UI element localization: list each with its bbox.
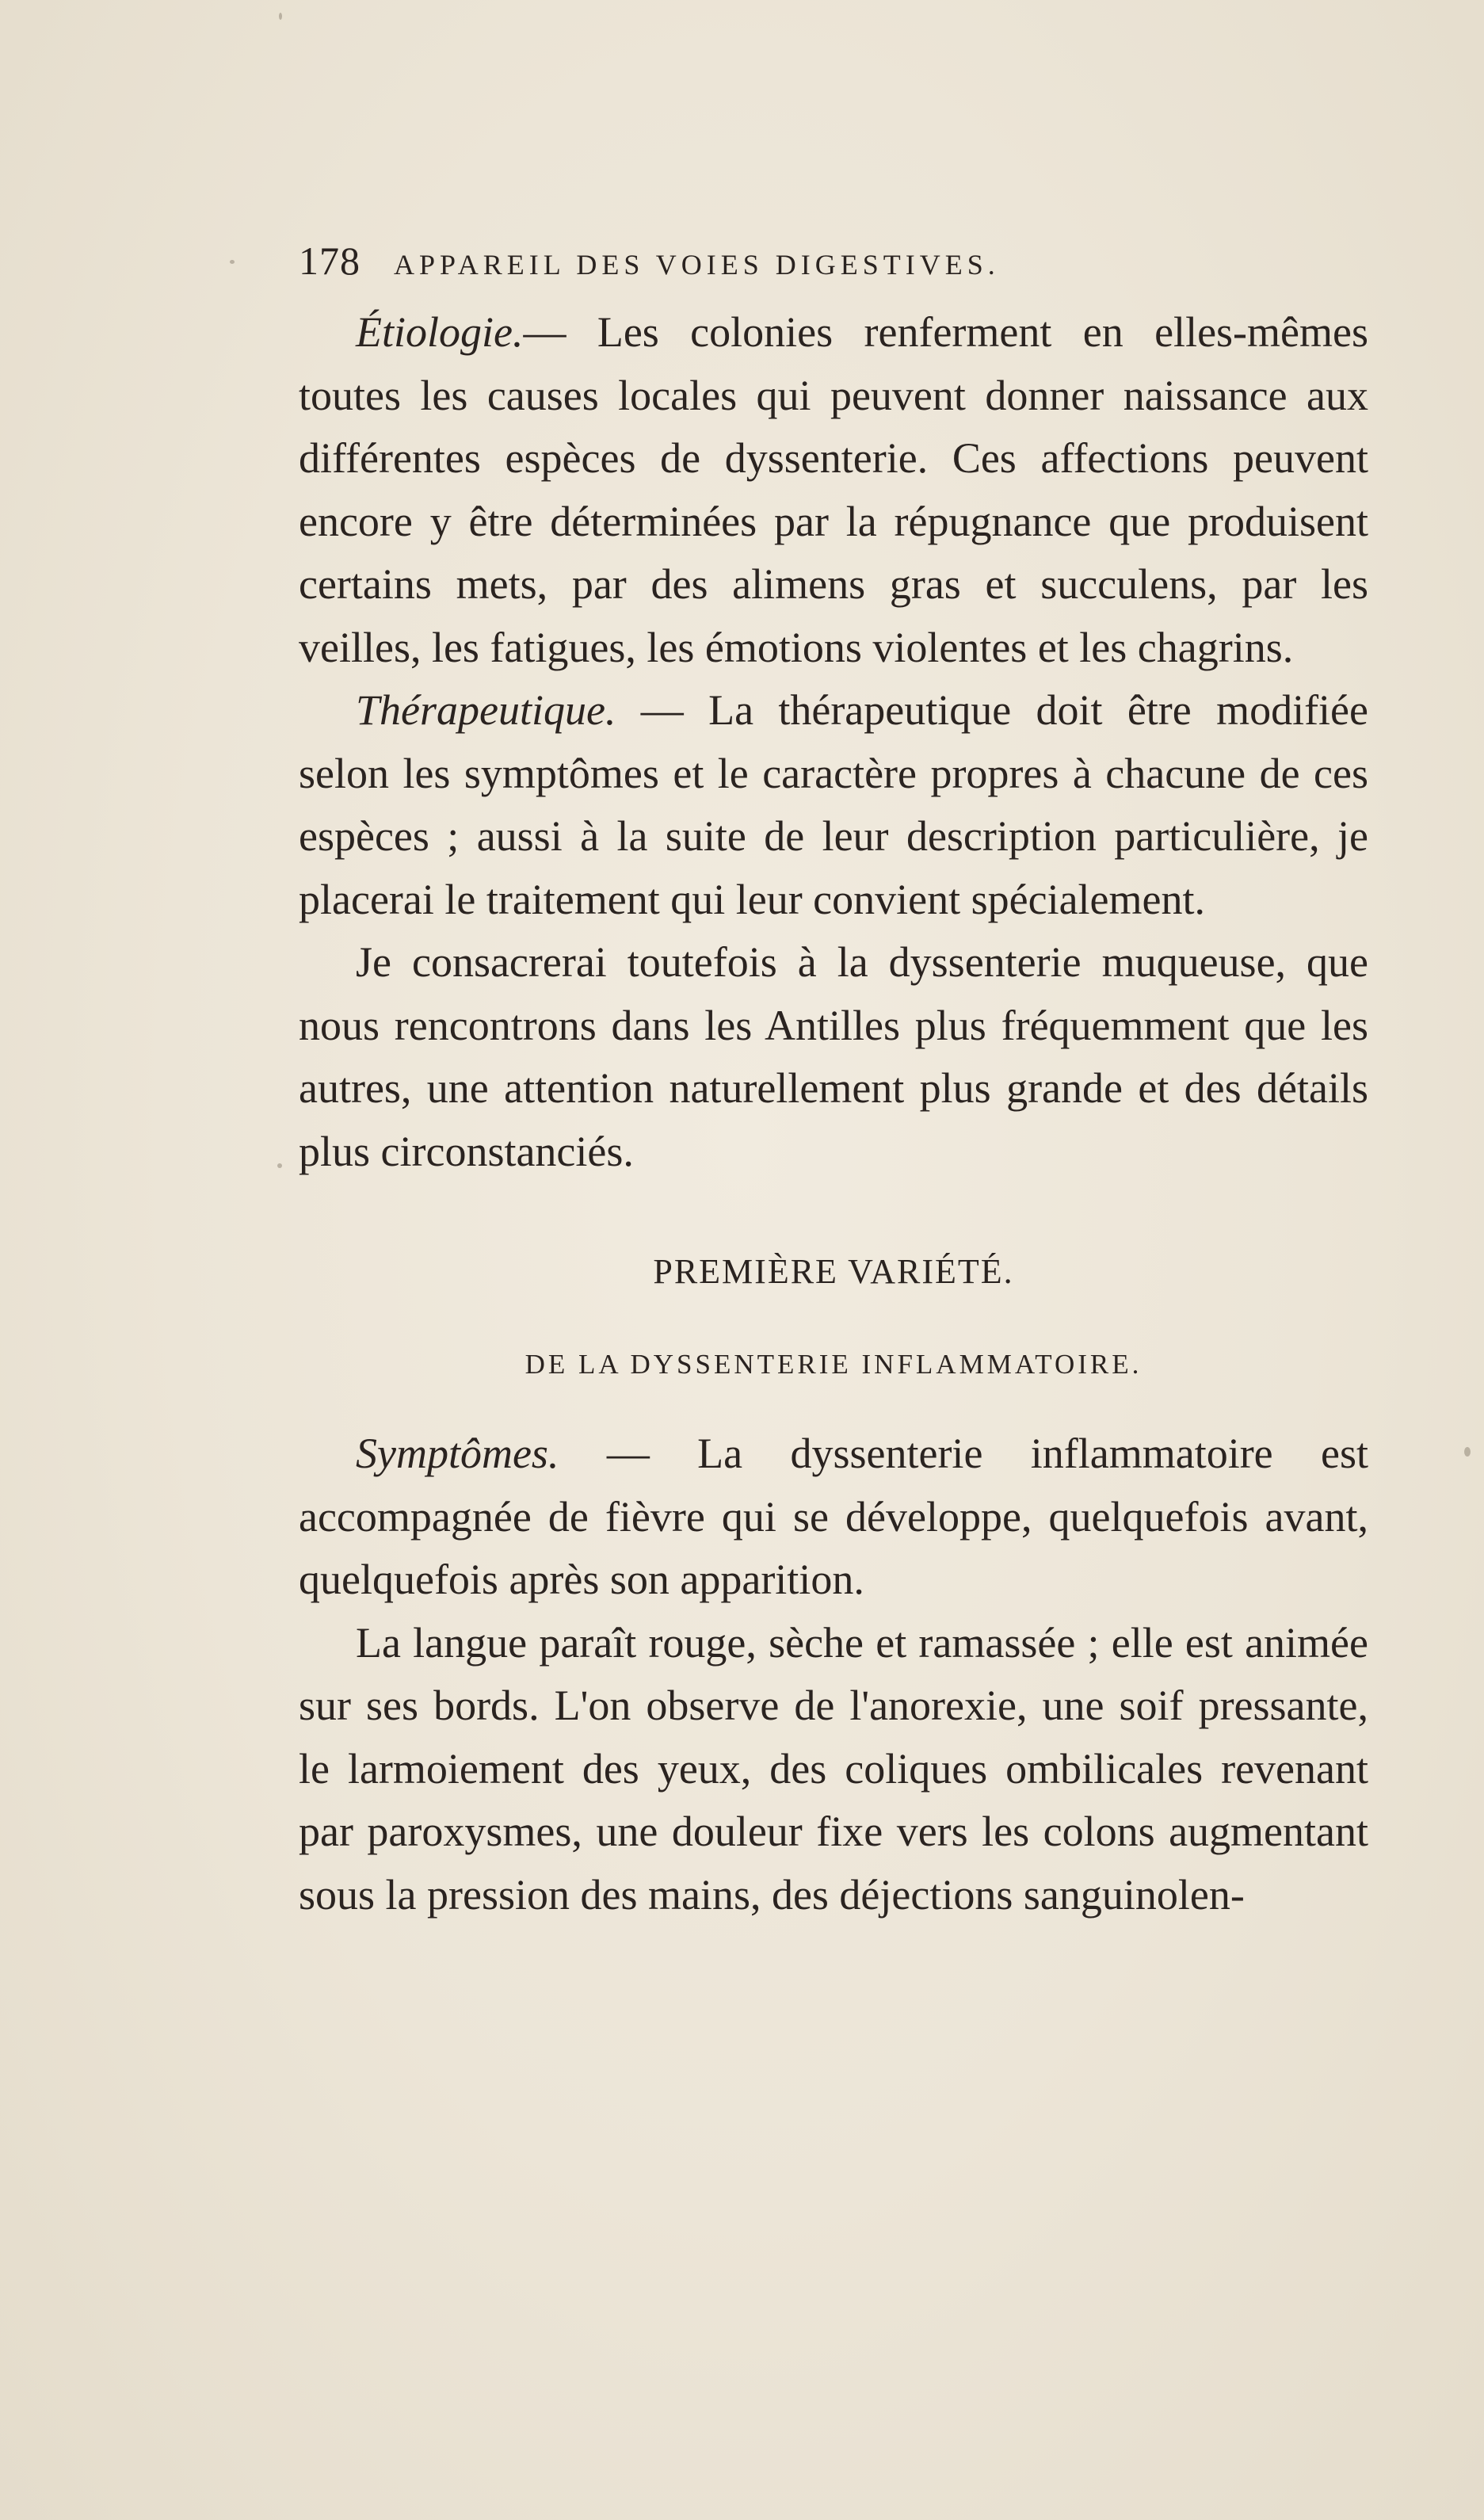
paragraph-lead: Étiologie.	[356, 308, 524, 356]
paragraph-text: Je consacrerai toutefois à la dyssenterie muqueuse, que nous rencontrons dans les Antilles plus fréquemment que les autres, une attention naturellement plus grande et des détails plus circonstanciés.	[299, 938, 1368, 1175]
running-head	[299, 238, 1368, 301]
section-subtitle: DE LA DYSSENTERIE INFLAMMATOIRE.	[525, 1349, 1143, 1380]
running-title: APPAREIL DES VOIES DIGESTIVES.	[394, 249, 1000, 281]
ink-speck	[230, 260, 235, 264]
paragraph-langue	[299, 1612, 1368, 1927]
section-title: PREMIÈRE VARIÉTÉ.	[653, 1252, 1014, 1291]
paragraph-text: — La dyssenterie inflammatoire est accompagnée de fièvre qui se développe, quelquefois avant, quelquefois après son apparition.	[299, 1430, 1368, 1603]
paragraph-text: — La thérapeutique doit être modifiée selon les symptômes et le caractère propres à chacune de ces espèces ; aussi à la suite de leur description particulière, je placerai le traitement qui leur convient spécialement.	[299, 686, 1368, 923]
paragraph-dyssenterie-muqueuse	[299, 931, 1368, 1183]
paragraph-lead: Symptômes.	[356, 1430, 559, 1477]
page-text-block	[299, 238, 1368, 1926]
paragraph-lead: Thérapeutique.	[356, 686, 616, 734]
page-number: 178	[299, 239, 361, 283]
paragraph-text: La langue paraît rouge, sèche et ramassée ; elle est animée sur ses bords. L'on observe de l'anorexie, une soif pressante, le larmoiement des yeux, des coliques ombilicales revenant par paroxysmes, une douleur fixe vers les colons augmentant sous la pression des mains, des déjections sanguinolen-	[299, 1618, 1368, 1919]
paragraph-symptomes	[299, 1422, 1368, 1612]
paragraph-therapeutique	[299, 679, 1368, 931]
ink-speck	[279, 13, 282, 20]
ink-speck	[277, 1163, 282, 1168]
paragraph-etiologie	[299, 301, 1368, 679]
ink-speck	[1464, 1447, 1471, 1457]
paragraph-text: — Les colonies renferment en elles-mêmes toutes les causes locales qui peuvent donner naissance aux différentes espèces de dyssenterie. Ces affections peuvent encore y être déterminées par la répugnance que produisent certains mets, par des alimens gras et succulens, par les veilles, les fatigues, les émotions violentes et les chagrins.	[299, 308, 1368, 671]
